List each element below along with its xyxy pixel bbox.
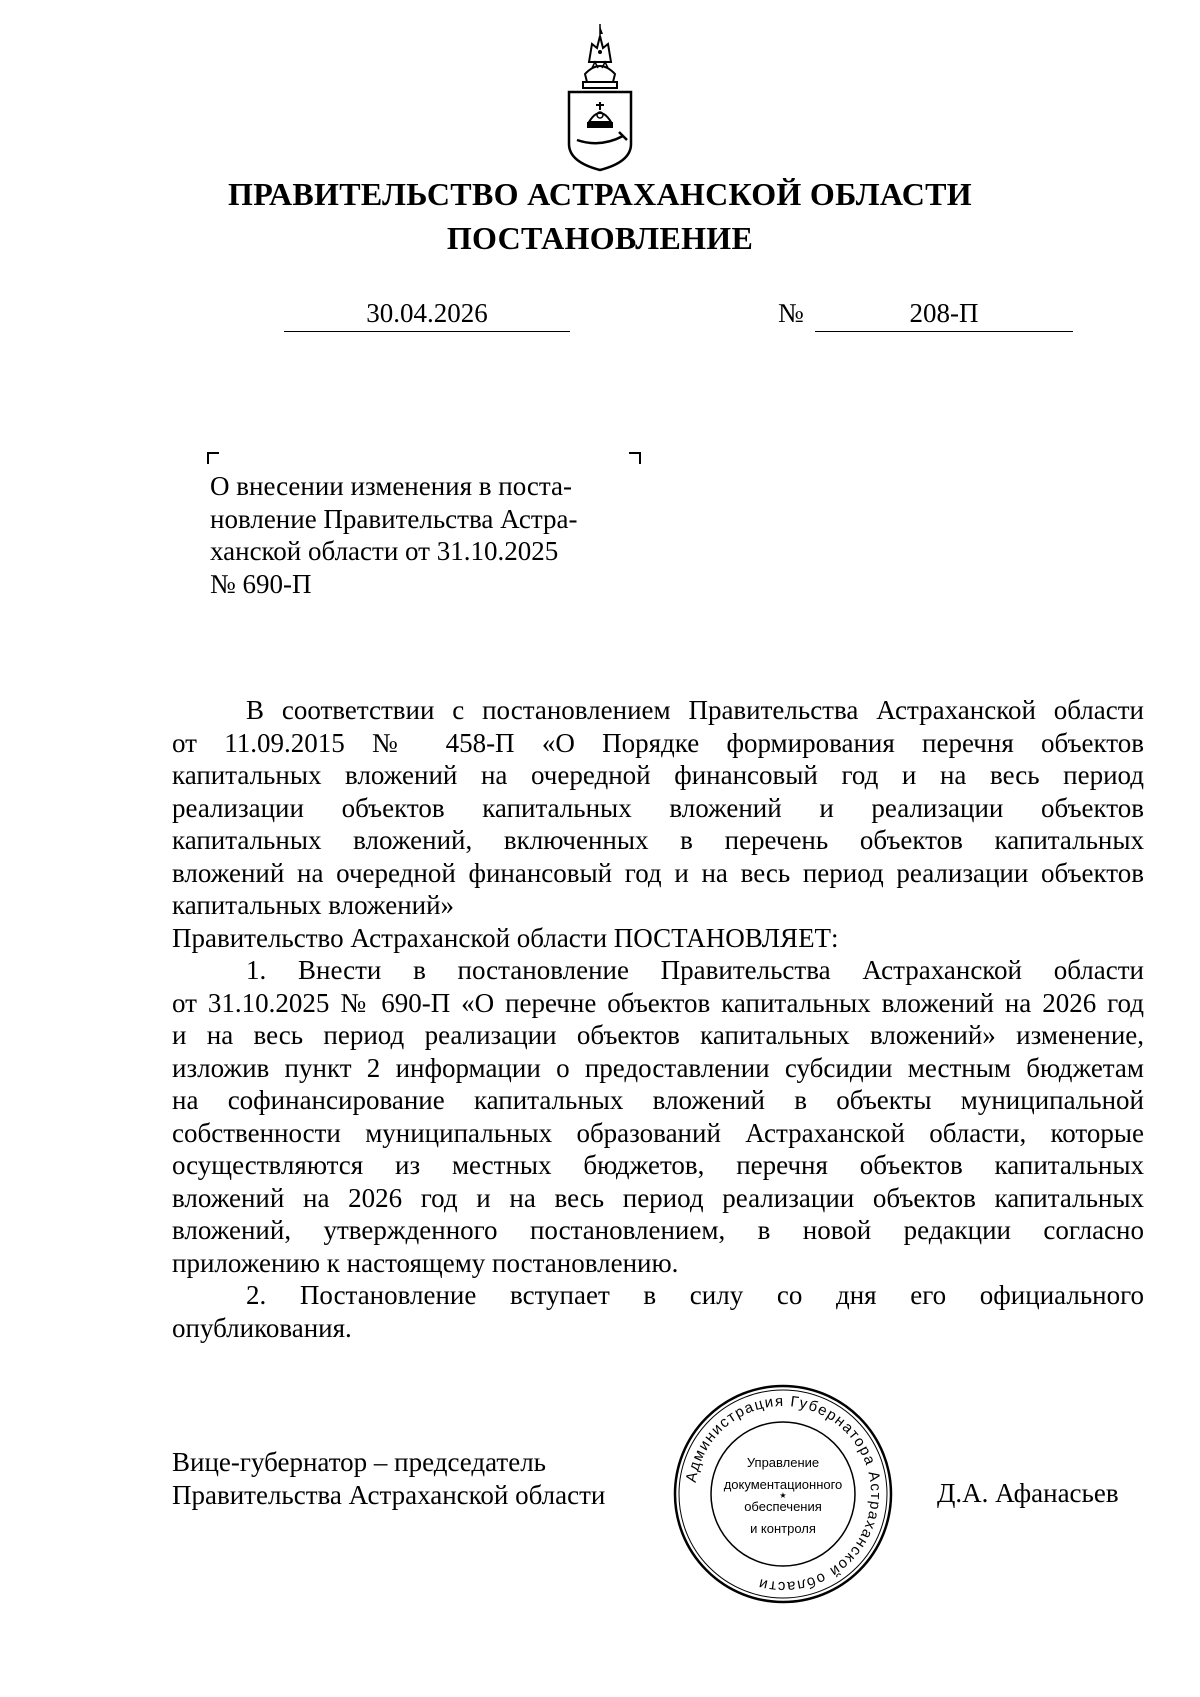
document-subject [210, 470, 630, 600]
stamp-inner-line: и контроля [750, 1521, 816, 1536]
document-body [172, 694, 1144, 1344]
item1-line: 1. Внести в постановление Правительства Астраханской области [246, 955, 1144, 985]
item1-line: изложив пункт 2 информации о предоставлении субсидии местным бюджетам [172, 1052, 1144, 1083]
item2-line: опубликования. [172, 1312, 352, 1343]
item1-line: на софинансирование капитальных вложений в объекты муниципальной [172, 1085, 1144, 1115]
subject-corner-left [207, 452, 219, 464]
signatory-position [172, 1446, 605, 1512]
item1-line: приложению к настоящему постановлению. [172, 1247, 679, 1278]
signatory-position-line: Вице-губернатор – председатель [172, 1447, 546, 1477]
subject-line: ханской области от 31.10.2025 [210, 536, 559, 566]
stamp-inner-line: Управление [746, 1455, 820, 1470]
preamble-line: реализации объектов капитальных вложений и реализации объектов [172, 792, 1144, 823]
preamble-line: от 11.09.2015 № 458-П «О Порядке формирования перечня объектов [172, 727, 1144, 758]
preamble-line: капитальных вложений на очередной финансовый год и на весь период [172, 760, 1144, 790]
resolves-line: Правительство Астраханской области ПОСТАНОВЛЯЕТ: [172, 922, 839, 953]
coat-of-arms-emblem [545, 22, 655, 172]
official-stamp [672, 1383, 894, 1605]
stamp-inner-line: документационного [723, 1477, 843, 1492]
subject-line: новление Правительства Астра- [210, 503, 578, 534]
item1-line: и на весь период реализации объектов капитальных вложений» изменение, [172, 1020, 1144, 1050]
number-sign: № [778, 298, 804, 328]
preamble-line: капитальных вложений» [172, 890, 455, 920]
organization-title: ПРАВИТЕЛЬСТВО АСТРАХАНСКОЙ ОБЛАСТИ [228, 176, 972, 212]
signatory-name: Д.А. Афанасьев [937, 1478, 1119, 1508]
preamble-line: В соответствии с постановлением Правительства Астраханской области [246, 695, 1144, 725]
item1-line: от 31.10.2025 № 690-П «О перечне объектов капитальных вложений на 2026 год [172, 987, 1144, 1018]
stamp-inner-line: обеспечения [744, 1499, 822, 1514]
subject-line: № 690-П [210, 568, 312, 599]
item1-line: вложений на 2026 год и на весь период реализации объектов капитальных [172, 1182, 1144, 1213]
item1-line: вложений, утвержденного постановлением, в новой редакции согласно [172, 1215, 1144, 1245]
item1-line: собственности муниципальных образований Астраханской области, которые [172, 1117, 1144, 1148]
preamble-line: вложений на очередной финансовый год и на весь период реализации объектов [172, 857, 1144, 888]
subject-line: О внесении изменения в поста- [210, 471, 573, 501]
item2-line: 2. Постановление вступает в силу со дня его официального [246, 1280, 1144, 1310]
svg-text:★: ★ [779, 1491, 787, 1500]
document-date: 30.04.2026 [284, 298, 570, 332]
preamble-line: капитальных вложений, включенных в перечень объектов капитальных [172, 825, 1144, 855]
subject-corner-right [629, 452, 641, 464]
stamp-ring-text: Администрация Губернатора Астраханской области [682, 1392, 885, 1596]
item1-line: осуществляются из местных бюджетов, перечня объектов капитальных [172, 1150, 1144, 1180]
document-number: 208-П [815, 298, 1073, 332]
signatory-position-line: Правительства Астраханской области [172, 1480, 606, 1510]
document-type-title: ПОСТАНОВЛЕНИЕ [446, 220, 754, 256]
